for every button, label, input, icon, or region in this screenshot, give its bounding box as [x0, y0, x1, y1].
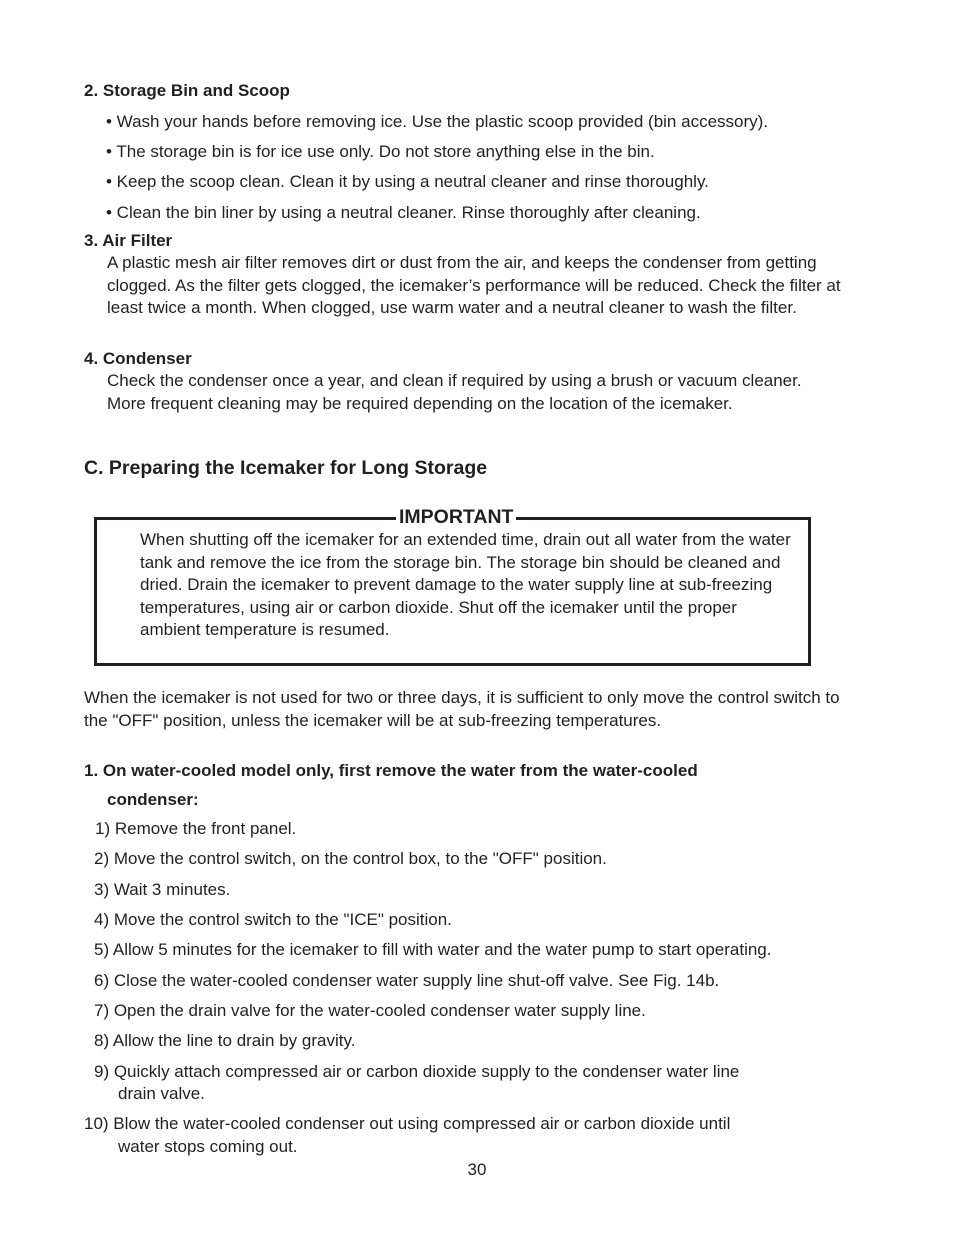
- storage-bin-heading: 2. Storage Bin and Scoop: [84, 81, 290, 100]
- step-item: 7) Open the drain valve for the water-cooled condenser water supply line.: [94, 1001, 646, 1020]
- bullet-item: • Wash your hands before removing ice. Use the plastic scoop provided (bin accessory).: [106, 112, 769, 131]
- air-filter-heading: 3. Air Filter: [84, 231, 173, 250]
- step-item: 3) Wait 3 minutes.: [94, 880, 231, 899]
- bullet-item: • The storage bin is for ice use only. Do not store anything else in the bin.: [106, 142, 655, 161]
- step-item: 10) Blow the water-cooled condenser out using compressed air or carbon dioxide until: [84, 1114, 731, 1133]
- storage-intro: When the icemaker is not used for two or three days, it is sufficient to only move the control switch to the "OFF" position, unless the icemaker will be at sub-freezing temperatures.: [84, 688, 840, 730]
- step-item: 2) Move the control switch, on the control box, to the "OFF" position.: [94, 849, 607, 868]
- step-item-cont: drain valve.: [118, 1084, 205, 1103]
- step-item: 9) Quickly attach compressed air or carbon dioxide supply to the condenser water line: [94, 1062, 740, 1081]
- water-cooled-heading: 1. On water-cooled model only, first remove the water from the water-cooled: [84, 761, 698, 780]
- air-filter-body: A plastic mesh air filter removes dirt or dust from the air, and keeps the condenser from getting clogged. As the filter gets clogged, the icemaker’s performance will be reduced. Check the filter at least twice a month. When clogged, use warm water and a neutral cleaner to wash the filter.: [107, 253, 841, 317]
- step-item: 6) Close the water-cooled condenser water supply line shut-off valve. See Fig. 14b.: [94, 971, 720, 990]
- important-title: IMPORTANT: [396, 505, 516, 529]
- condenser-heading: 4. Condenser: [84, 349, 192, 368]
- important-body: When shutting off the icemaker for an extended time, drain out all water from the water tank and remove the ice from the storage bin. The storage bin should be cleaned and dried. Drain the icemaker to prevent damage to the water supply line at sub-freezing temperatures, using air or carbon dioxide. Shut off the icemaker until the proper ambient temperature is resumed.: [140, 530, 791, 639]
- page-number: 30: [467, 1160, 487, 1179]
- bullet-item: • Keep the scoop clean. Clean it by using a neutral cleaner and rinse thoroughly.: [106, 172, 709, 191]
- step-item: 4) Move the control switch to the "ICE" position.: [94, 910, 452, 929]
- water-cooled-heading-cont: condenser:: [107, 790, 199, 809]
- step-item: 5) Allow 5 minutes for the icemaker to fill with water and the water pump to start operating.: [94, 940, 772, 959]
- bullet-item: • Clean the bin liner by using a neutral cleaner. Rinse thoroughly after cleaning.: [106, 203, 701, 222]
- condenser-body: Check the condenser once a year, and clean if required by using a brush or vacuum cleaner. More frequent cleaning may be required depending on the location of the icemaker.: [107, 371, 802, 413]
- step-item-cont: water stops coming out.: [118, 1137, 298, 1156]
- step-item: 8) Allow the line to drain by gravity.: [94, 1031, 356, 1050]
- step-item: 1) Remove the front panel.: [95, 819, 297, 838]
- long-storage-heading: C. Preparing the Icemaker for Long Storage: [84, 457, 488, 479]
